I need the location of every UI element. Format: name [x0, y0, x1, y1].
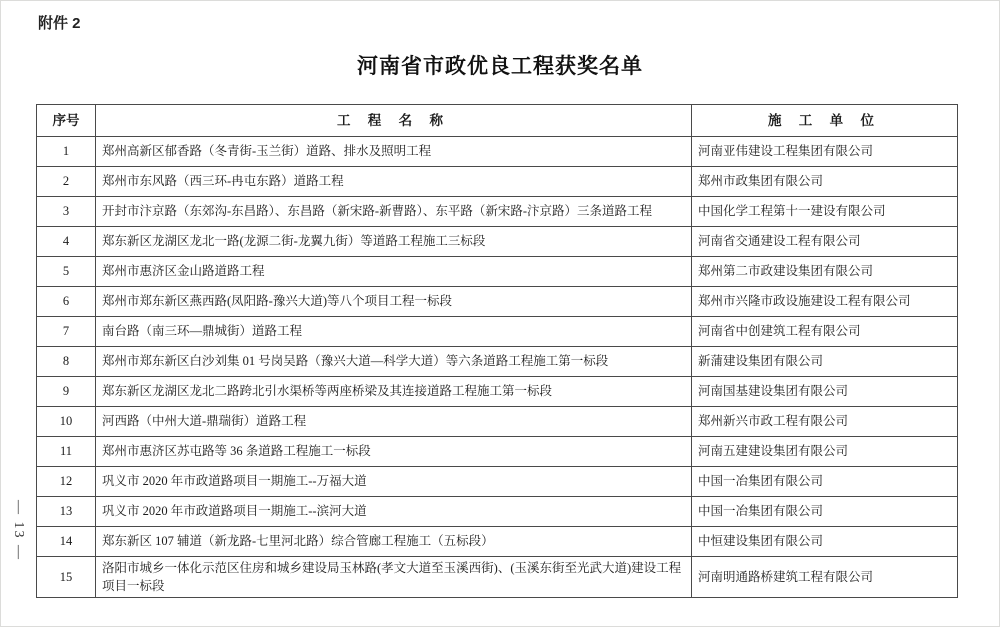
table-row	[37, 497, 958, 527]
project-name-cell: 河西路（中州大道-鼎瑞街）道路工程	[96, 407, 692, 437]
page-title: 河南省市政优良工程获奖名单	[357, 55, 643, 78]
table-row	[37, 197, 958, 227]
construction-unit-cell: 中恒建设集团有限公司	[692, 527, 958, 557]
table-row	[37, 317, 958, 347]
project-name-cell: 郑州市郑东新区白沙刘集 01 号岗吴路（豫兴大道—科学大道）等六条道路工程施工第一标段	[96, 347, 692, 377]
row-number-cell: 3	[37, 197, 96, 227]
header-project-name: 工 程 名 称	[96, 105, 692, 137]
table-row	[37, 227, 958, 257]
page-number: — 13 —	[11, 499, 26, 561]
project-name-cell: 郑州高新区郁香路（冬青街-玉兰街）道路、排水及照明工程	[96, 137, 692, 167]
table-row	[37, 137, 958, 167]
project-name-cell: 巩义市 2020 年市政道路项目一期施工--万福大道	[96, 467, 692, 497]
award-table	[36, 104, 958, 598]
attachment-label: 附件 2	[38, 15, 81, 32]
table-row	[37, 437, 958, 467]
construction-unit-cell: 河南省中创建筑工程有限公司	[692, 317, 958, 347]
table-row	[37, 557, 958, 598]
construction-unit-cell: 新蒲建设集团有限公司	[692, 347, 958, 377]
project-name-cell: 郑东新区 107 辅道（新龙路-七里河北路）综合管廊工程施工（五标段）	[96, 527, 692, 557]
row-number-cell: 6	[37, 287, 96, 317]
header-no: 序号	[37, 105, 96, 137]
project-name-cell: 开封市汴京路（东郊沟-东昌路）、东昌路（新宋路-新曹路）、东平路（新宋路-汴京路）三条道路工程	[96, 197, 692, 227]
project-name-cell: 郑东新区龙湖区龙北一路(龙源二街-龙翼九街）等道路工程施工三标段	[96, 227, 692, 257]
project-name-cell: 郑州市惠济区金山路道路工程	[96, 257, 692, 287]
construction-unit-cell: 河南省交通建设工程有限公司	[692, 227, 958, 257]
table-row	[37, 347, 958, 377]
construction-unit-cell: 中国一冶集团有限公司	[692, 497, 958, 527]
row-number-cell: 10	[37, 407, 96, 437]
row-number-cell: 11	[37, 437, 96, 467]
project-name-cell: 巩义市 2020 年市政道路项目一期施工--滨河大道	[96, 497, 692, 527]
table-row	[37, 167, 958, 197]
project-name-cell: 郑州市东风路（西三环-冉屯东路）道路工程	[96, 167, 692, 197]
table-row	[37, 527, 958, 557]
construction-unit-cell: 河南明通路桥建筑工程有限公司	[692, 557, 958, 598]
construction-unit-cell: 中国化学工程第十一建设有限公司	[692, 197, 958, 227]
row-number-cell: 9	[37, 377, 96, 407]
table-header-row	[37, 105, 958, 137]
construction-unit-cell: 郑州市兴隆市政设施建设工程有限公司	[692, 287, 958, 317]
row-number-cell: 4	[37, 227, 96, 257]
row-number-cell: 1	[37, 137, 96, 167]
table-row	[37, 467, 958, 497]
row-number-cell: 8	[37, 347, 96, 377]
construction-unit-cell: 河南亚伟建设工程集团有限公司	[692, 137, 958, 167]
header-construction-unit: 施 工 单 位	[692, 105, 958, 137]
row-number-cell: 7	[37, 317, 96, 347]
table-row	[37, 377, 958, 407]
construction-unit-cell: 中国一冶集团有限公司	[692, 467, 958, 497]
construction-unit-cell: 郑州市政集团有限公司	[692, 167, 958, 197]
project-name-cell: 郑州市郑东新区燕西路(凤阳路-豫兴大道)等八个项目工程一标段	[96, 287, 692, 317]
project-name-cell: 洛阳市城乡一体化示范区住房和城乡建设局玉林路(孝文大道至玉溪西街)、(玉溪东街至光武大道)建设工程项目一标段	[96, 557, 692, 598]
table-body	[37, 137, 958, 598]
row-number-cell: 15	[37, 557, 96, 598]
row-number-cell: 12	[37, 467, 96, 497]
row-number-cell: 2	[37, 167, 96, 197]
construction-unit-cell: 河南五建建设集团有限公司	[692, 437, 958, 467]
row-number-cell: 14	[37, 527, 96, 557]
row-number-cell: 13	[37, 497, 96, 527]
project-name-cell: 南台路（南三环—鼎城街）道路工程	[96, 317, 692, 347]
construction-unit-cell: 郑州第二市政建设集团有限公司	[692, 257, 958, 287]
project-name-cell: 郑州市惠济区苏屯路等 36 条道路工程施工一标段	[96, 437, 692, 467]
construction-unit-cell: 郑州新兴市政工程有限公司	[692, 407, 958, 437]
row-number-cell: 5	[37, 257, 96, 287]
table-row	[37, 287, 958, 317]
table-row	[37, 257, 958, 287]
project-name-cell: 郑东新区龙湖区龙北二路跨北引水渠桥等两座桥梁及其连接道路工程施工第一标段	[96, 377, 692, 407]
table-row	[37, 407, 958, 437]
construction-unit-cell: 河南国基建设集团有限公司	[692, 377, 958, 407]
